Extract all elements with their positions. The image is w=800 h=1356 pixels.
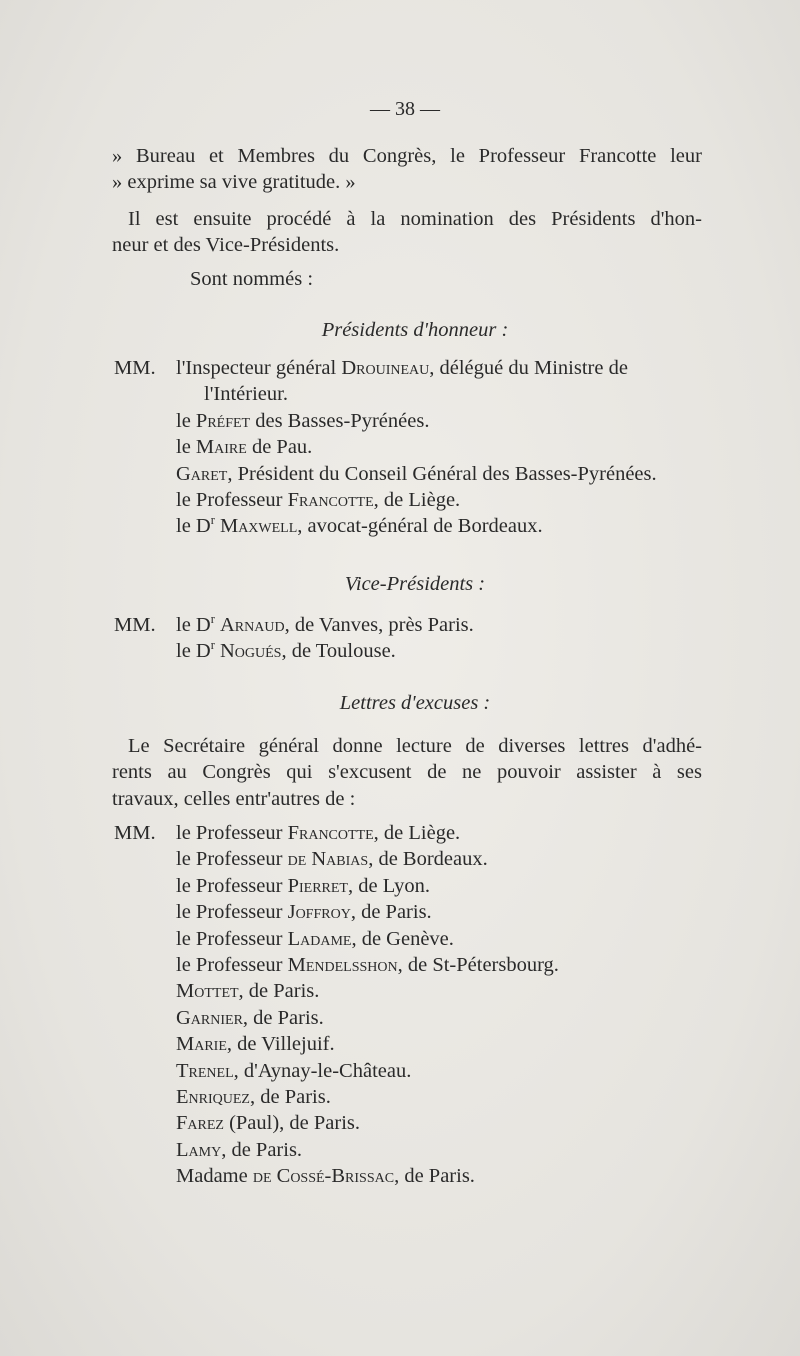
item-suffix: , de Villejuif.: [226, 1033, 335, 1056]
person-name: de Nabias: [287, 848, 369, 871]
para-3-line-2: rents au Congrès qui s'excusent de ne pouvoir assister à ses: [112, 761, 702, 784]
item-prefix: l'Inspecteur général: [176, 357, 342, 379]
item-superscript: r: [210, 638, 215, 653]
excuses-item: [176, 1005, 716, 1031]
person-name: Garet: [176, 462, 228, 485]
para-1: [112, 143, 702, 196]
person-name: Joffroy: [287, 901, 351, 924]
item-prefix: le Professeur: [176, 901, 288, 924]
person-name: Farez: [176, 1112, 224, 1135]
item-suffix: , délégué du Ministre de: [429, 357, 628, 379]
excuses-item: [176, 926, 716, 952]
vice-presidents-list: [114, 612, 716, 665]
excuses-item: [176, 952, 716, 978]
person-name: Drouineau: [341, 357, 430, 379]
presidents-list: [114, 355, 716, 540]
item-suffix: , de St-Pétersbourg.: [397, 954, 559, 977]
item-suffix: , de Lyon.: [348, 874, 430, 897]
para-3: [112, 733, 702, 812]
item-suffix: , de Toulouse.: [281, 640, 396, 663]
vice-presidents-heading: Vice-Présidents :: [344, 573, 486, 595]
presidents-item: [176, 434, 716, 460]
item-suffix: l'Intérieur.: [204, 383, 288, 406]
item-suffix: , de Vanves, près Paris.: [284, 614, 474, 636]
item-suffix: , de Paris.: [249, 1086, 331, 1109]
excuses-item: [176, 1031, 716, 1057]
item-prefix: le D: [176, 640, 211, 663]
para-3-line-1: Le Secrétaire général donne lecture de diverses lettres d'adhé-: [128, 735, 702, 757]
item-prefix: le: [176, 436, 196, 459]
person-name: Maxwell: [219, 515, 298, 538]
presidents-item: [176, 408, 716, 434]
excuses-list: [114, 820, 716, 1190]
item-prefix: le: [176, 409, 196, 432]
excuses-item: [176, 1058, 716, 1084]
excuses-item: [176, 1137, 716, 1163]
excuses-item: [176, 1084, 716, 1110]
para-1-line-1: » Bureau et Membres du Congrès, le Professeur Francotte leur: [112, 145, 702, 167]
excuses-heading: Lettres d'excuses :: [339, 692, 491, 714]
item-prefix: le Professeur: [176, 954, 288, 977]
item-prefix: le Professeur: [176, 489, 288, 512]
person-name: Nogués: [219, 640, 282, 663]
vice-presidents-item: [114, 612, 716, 638]
person-name: Préfet: [195, 409, 251, 432]
item-superscript: r: [210, 513, 215, 528]
mm-label: MM.: [114, 822, 156, 844]
item-suffix: , de Paris.: [350, 901, 432, 924]
excuses-item: [176, 1163, 716, 1189]
presidents-item: [176, 513, 716, 539]
person-name: Francotte: [287, 489, 374, 512]
item-prefix: le Professeur: [176, 848, 288, 871]
mm-label: MM.: [114, 357, 156, 379]
person-name: Enriquez: [176, 1086, 250, 1109]
item-suffix: (Paul), de Paris.: [223, 1112, 361, 1135]
vice-presidents-item: [176, 638, 716, 664]
item-prefix: le D: [176, 515, 211, 538]
item-prefix: le Professeur: [176, 822, 288, 844]
person-name: Maire: [195, 436, 247, 459]
person-name: Marie: [176, 1033, 227, 1056]
item-suffix: , de Bordeaux.: [368, 848, 488, 871]
presidents-item: [114, 355, 716, 381]
para-3-line-3: travaux, celles entr'autres de :: [112, 787, 356, 810]
item-suffix: de Pau.: [246, 436, 313, 459]
person-name: Garnier: [176, 1006, 243, 1029]
excuses-item: [176, 1110, 716, 1136]
person-name: Ladame: [287, 927, 352, 950]
excuses-item: [176, 899, 716, 925]
person-name: Lamy: [176, 1138, 222, 1161]
item-suffix: , de Paris.: [242, 1006, 324, 1029]
item-suffix: , de Paris.: [394, 1165, 475, 1188]
para-2-line-1: Il est ensuite procédé à la nomination des Présidents d'hon-: [128, 208, 702, 230]
person-name: Trenel: [176, 1059, 234, 1082]
item-suffix: des Basses-Pyrénées.: [250, 409, 430, 432]
sont-nommes: [190, 266, 490, 292]
presidents-heading: Présidents d'honneur :: [321, 319, 509, 341]
excuses-item: [114, 820, 716, 846]
excuses-item: [176, 846, 716, 872]
item-prefix: Madame: [176, 1165, 253, 1188]
item-suffix: , d'Aynay-le-Château.: [233, 1059, 412, 1082]
person-name: Francotte: [287, 822, 374, 844]
item-suffix: , Président du Conseil Général des Basses-Pyrénées.: [227, 462, 657, 485]
item-suffix: , de Genève.: [351, 927, 454, 950]
person-name: Arnaud: [219, 614, 285, 636]
para-2: [112, 206, 702, 259]
presidents-item: [176, 487, 716, 513]
item-suffix: , de Liège.: [373, 822, 461, 844]
person-name: de Cossé-Brissac: [252, 1165, 395, 1188]
mm-label: MM.: [114, 614, 156, 636]
item-superscript: r: [210, 612, 215, 627]
item-suffix: , de Liège.: [373, 489, 461, 512]
excuses-item: [176, 873, 716, 899]
item-suffix: , avocat-général de Bordeaux.: [297, 515, 543, 538]
para-2-line-2: neur et des Vice-Présidents.: [112, 234, 340, 257]
item-suffix: , de Paris.: [221, 1138, 303, 1161]
presidents-item: [176, 461, 716, 487]
excuses-item: [176, 978, 716, 1004]
item-prefix: le Professeur: [176, 927, 288, 950]
para-1-line-2: » exprime sa vive gratitude. »: [112, 171, 356, 194]
item-suffix: , de Paris.: [238, 980, 320, 1003]
sont-nommes-text: Sont nommés :: [190, 268, 314, 290]
person-name: Mendelsshon: [287, 954, 398, 977]
page-number: — 38 —: [370, 98, 440, 120]
person-name: Pierret: [287, 874, 348, 897]
item-prefix: le Professeur: [176, 874, 288, 897]
item-prefix: le D: [176, 614, 211, 636]
person-name: Mottet: [176, 980, 239, 1003]
presidents-item: [176, 381, 716, 407]
